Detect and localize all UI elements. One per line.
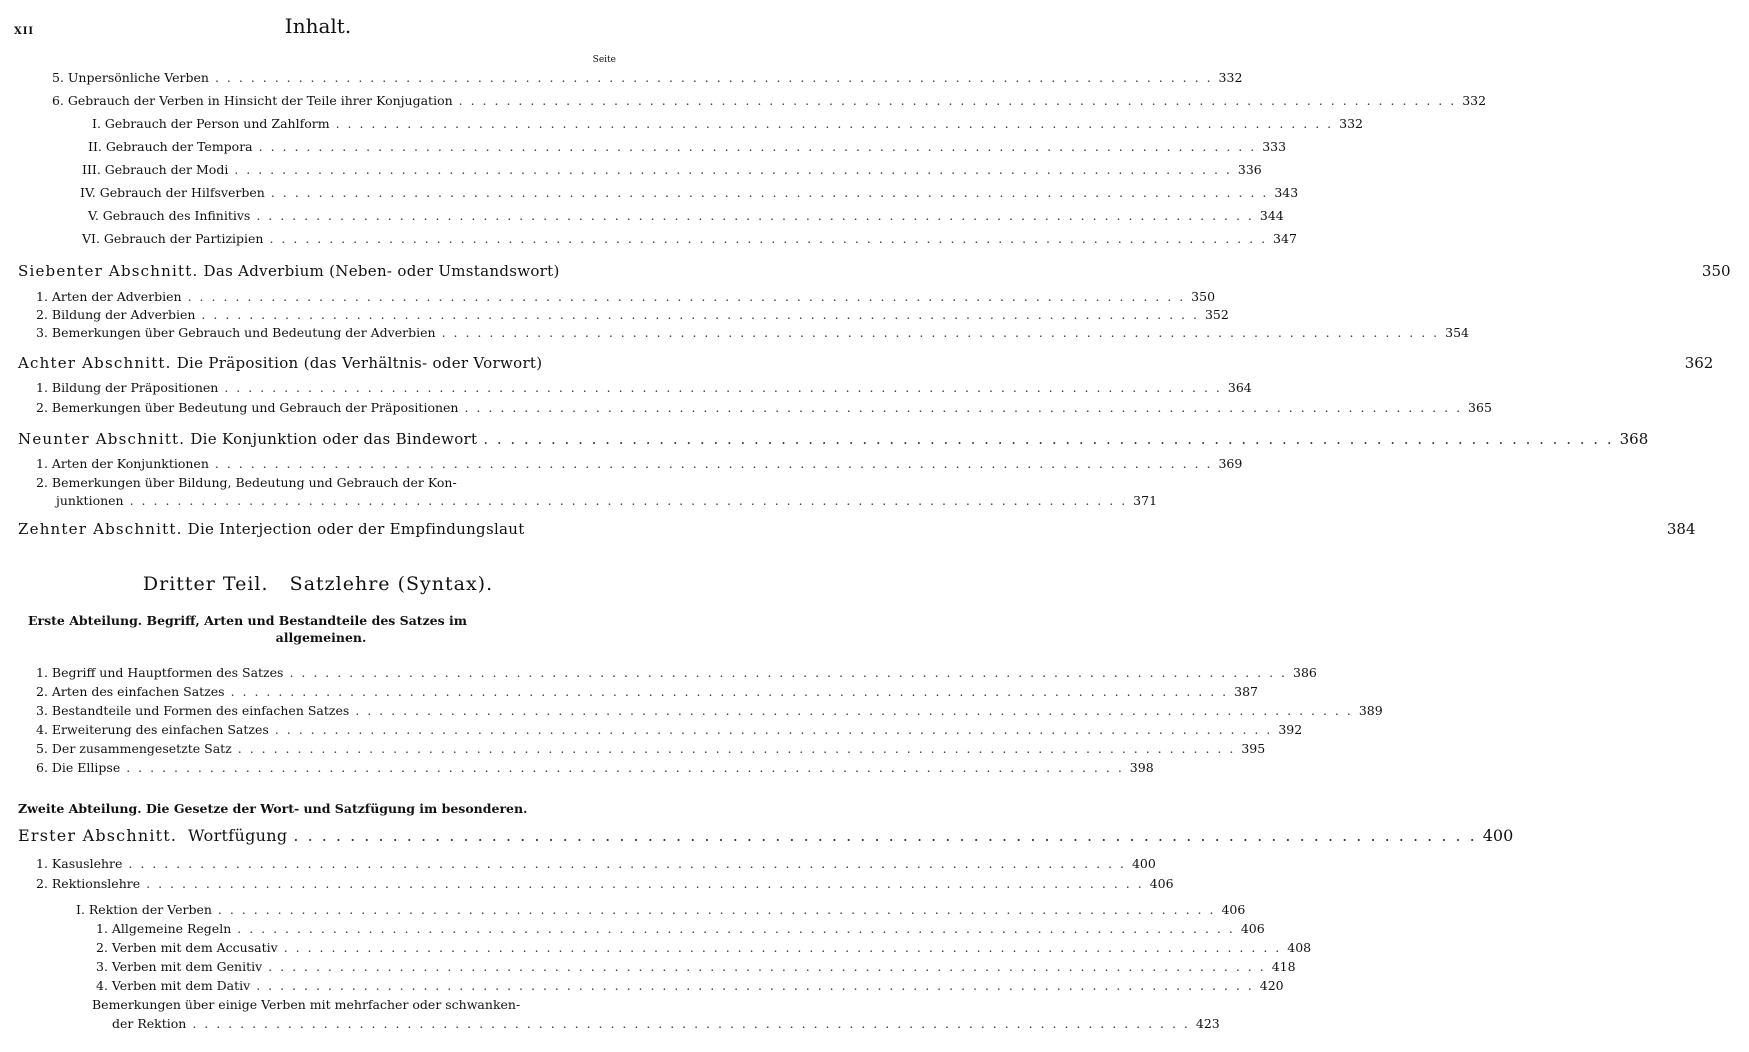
toc-entry: I. Gebrauch der Person und Zahlform . . . 332 xyxy=(0,116,636,131)
toc-entry: 3. Bestandteile und Formen des einfachen Satzes . . . 389 xyxy=(0,703,636,718)
toc-entry: VI. Gebrauch der Partizipien . . . 347 xyxy=(0,231,636,246)
page-number: XII xyxy=(14,26,35,37)
toc-entry: 5. Der zusammengesetzte Satz . . . 395 xyxy=(0,741,636,756)
toc-entry: 3. Bemerkungen über Gebrauch und Bedeutung der Adverbien . . . 354 xyxy=(0,325,636,340)
toc-entry: 4. Erweiterung des einfachen Satzes . . . 392 xyxy=(0,722,636,737)
section-heading: Siebenter Abschnitt. Das Adverbium (Neben- oder Umstandswort) 350 xyxy=(18,262,1731,280)
toc-entry: 1. Allgemeine Regeln . . . 406 xyxy=(0,921,636,936)
toc-entry: IV. Gebrauch der Hilfsverben . . . 343 xyxy=(0,185,636,200)
toc-entry: 2. Bemerkungen über Bedeutung und Gebrauch der Präpositionen . . . 365 xyxy=(0,400,636,415)
toc-entry-wrapped: 2. Bemerkungen über Bildung, Bedeutung und Gebrauch der Kon- xyxy=(36,475,457,490)
section-heading: Erster Abschnitt. Wortfügung . . . 400 xyxy=(0,826,636,845)
toc-entry: 6. Die Ellipse . . . 398 xyxy=(0,760,636,775)
section-heading: Achter Abschnitt. Die Präposition (das Verhältnis- oder Vorwort) 362 xyxy=(18,354,1714,372)
running-head: Inhalt. xyxy=(284,14,352,38)
toc-entry: 2. Rektionslehre . . . 406 xyxy=(0,876,636,891)
toc-entry: 1. Arten der Adverbien . . . 350 xyxy=(0,289,636,304)
toc-entry: V. Gebrauch des Infinitivs . . . 344 xyxy=(0,208,636,223)
toc-entry: 5. Unpersönliche Verben . . . 332 xyxy=(0,70,636,85)
toc-entry: der Rektion . . . 423 xyxy=(0,1016,636,1031)
toc-entry: 2. Bildung der Adverbien . . . 352 xyxy=(0,307,636,322)
division-heading: Zweite Abteilung. Die Gesetze der Wort- und Satzfügung im besonderen. xyxy=(18,801,528,816)
toc-entry: junktionen . . . 371 xyxy=(0,493,636,508)
part-title: Dritter Teil. Satzlehre (Syntax). xyxy=(142,573,494,595)
toc-entry: 4. Verben mit dem Dativ . . . 420 xyxy=(0,978,636,993)
section-heading: Zehnter Abschnitt. Die Interjection oder der Empfindungslaut 384 xyxy=(18,520,1696,538)
toc-entry: 2. Arten des einfachen Satzes . . . 387 xyxy=(0,684,636,699)
toc-entry: III. Gebrauch der Modi . . . 336 xyxy=(0,162,636,177)
toc-entry: I. Rektion der Verben . . . 406 xyxy=(0,902,636,917)
page-column-label: Seite xyxy=(592,55,616,65)
toc-entry: 1. Bildung der Präpositionen . . . 364 xyxy=(0,380,636,395)
toc-entry: 3. Verben mit dem Genitiv . . . 418 xyxy=(0,959,636,974)
toc-entry: 1. Begriff und Hauptformen des Satzes . . . 386 xyxy=(0,665,636,680)
toc-entry: II. Gebrauch der Tempora . . . 333 xyxy=(0,139,636,154)
toc-entry: 1. Kasuslehre . . . 400 xyxy=(0,856,636,871)
toc-entry-wrapped: Bemerkungen über einige Verben mit mehrfacher oder schwanken- xyxy=(92,997,521,1012)
toc-entry: 2. Verben mit dem Accusativ . . . 408 xyxy=(0,940,636,955)
division-heading: Erste Abteilung. Begriff, Arten und Bestandteile des Satzes im allgemeinen. xyxy=(28,613,467,645)
section-heading: Neunter Abschnitt. Die Konjunktion oder das Bindewort . . . 368 xyxy=(0,430,636,448)
toc-entry: 1. Arten der Konjunktionen . . . 369 xyxy=(0,456,636,471)
toc-entry: 6. Gebrauch der Verben in Hinsicht der Teile ihrer Konjugation . . . 332 xyxy=(0,93,636,108)
